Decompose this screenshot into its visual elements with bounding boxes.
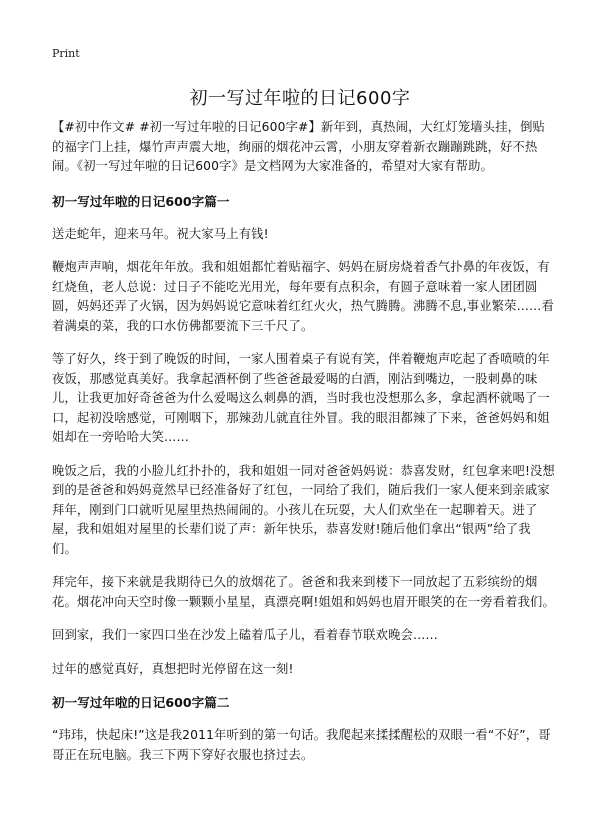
paragraph: 送走蛇年，迎来马年。祝大家马上有钱! bbox=[52, 226, 269, 241]
paragraph: “玮玮，快起床!”这是我2011年听到的第一句话。我爬起来揉揉醒松的双眼一看“不好”，哥哥正在玩电脑。我三下两下穿好衣服也挤过去。 bbox=[52, 728, 551, 762]
article-body bbox=[52, 118, 555, 779]
section-heading-2: 初一写过年啦的日记600字篇二 bbox=[52, 695, 230, 710]
print-link[interactable]: Print bbox=[52, 47, 80, 60]
paragraph: 晚饭之后，我的小脸儿红扑扑的，我和姐姐一同对爸爸妈妈说：恭喜发财，红包拿来吧!没想到的是爸爸和妈妈竟然早已经准备好了红包，一同给了我们，随后我们一家人便来到亲戚家拜年，刚到门口就听见屋里热热闹闹的。小孩儿在玩耍，大人们欢坐在一起聊着天。进了屋，我和姐姐对屋里的长辈们说了声：新年快乐，恭喜发财!随后他们拿出“银两”给了我们。 bbox=[52, 463, 555, 556]
section-heading-1: 初一写过年啦的日记600字篇一 bbox=[52, 193, 230, 209]
page-title: 初一写过年啦的日记600字 bbox=[189, 88, 411, 109]
paragraph: 过年的感觉真好，真想把时光停留在这一刻! bbox=[52, 661, 294, 676]
paragraph: 拜完年，接下来就是我期待已久的放烟花了。爸爸和我来到楼下一同放起了五彩缤纷的烟花。烟花冲向天空时像一颗颗小星星，真漂亮啊!姐姐和妈妈也眉开眼笑的在一旁看着我们。 bbox=[52, 575, 555, 609]
paragraph: 等了好久，终于到了晚饭的时间，一家人围着桌子有说有笑，伴着鞭炮声吃起了香喷喷的年夜饭，那感觉真美好。我拿起酒杯倒了些爸爸最爱喝的白酒，刚沾到嘴边，一股刺鼻的味儿，让我更加好奇爸爸为什么爱喝这么刺鼻的酒，当时我也没想那么多，拿起酒杯就喝了一口，起初没啥感觉，可刚咽下，那辣劲儿就直往外冒。我的眼泪都辣了下来，爸爸妈妈和姐姐却在一旁哈哈大笑…… bbox=[52, 352, 550, 444]
paragraph: 回到家，我们一家四口坐在沙发上磕着瓜子儿，看着春节联欢晚会…… bbox=[52, 628, 438, 642]
paragraph: 鞭炮声声响，烟花年年放。我和姐姐都忙着贴福字、妈妈在厨房烧着香气扑鼻的年夜饭，有红烧鱼，老人总说：过日子不能吃光用光，每年要有点积余，有圆子意味着一家人团团圆圆，妈妈还弄了火锅，因为妈妈说它意味着红红火火，热气腾腾。沸腾不息,事业繁荣……看着满桌的菜，我的口水仿佛都要流下三千尺了。 bbox=[52, 260, 554, 333]
intro-paragraph: 【#初中作文# #初一写过年啦的日记600字#】新年到，真热闹，大红灯笼墙头挂，倒贴的福字门上挂，爆竹声声震大地，绚丽的烟花冲云霄，小朋友穿着新衣蹦蹦跳跳，好不热闹。《初一写过年啦的日记600字》是文档网为大家准备的，希望对大家有帮助。 bbox=[52, 120, 545, 173]
